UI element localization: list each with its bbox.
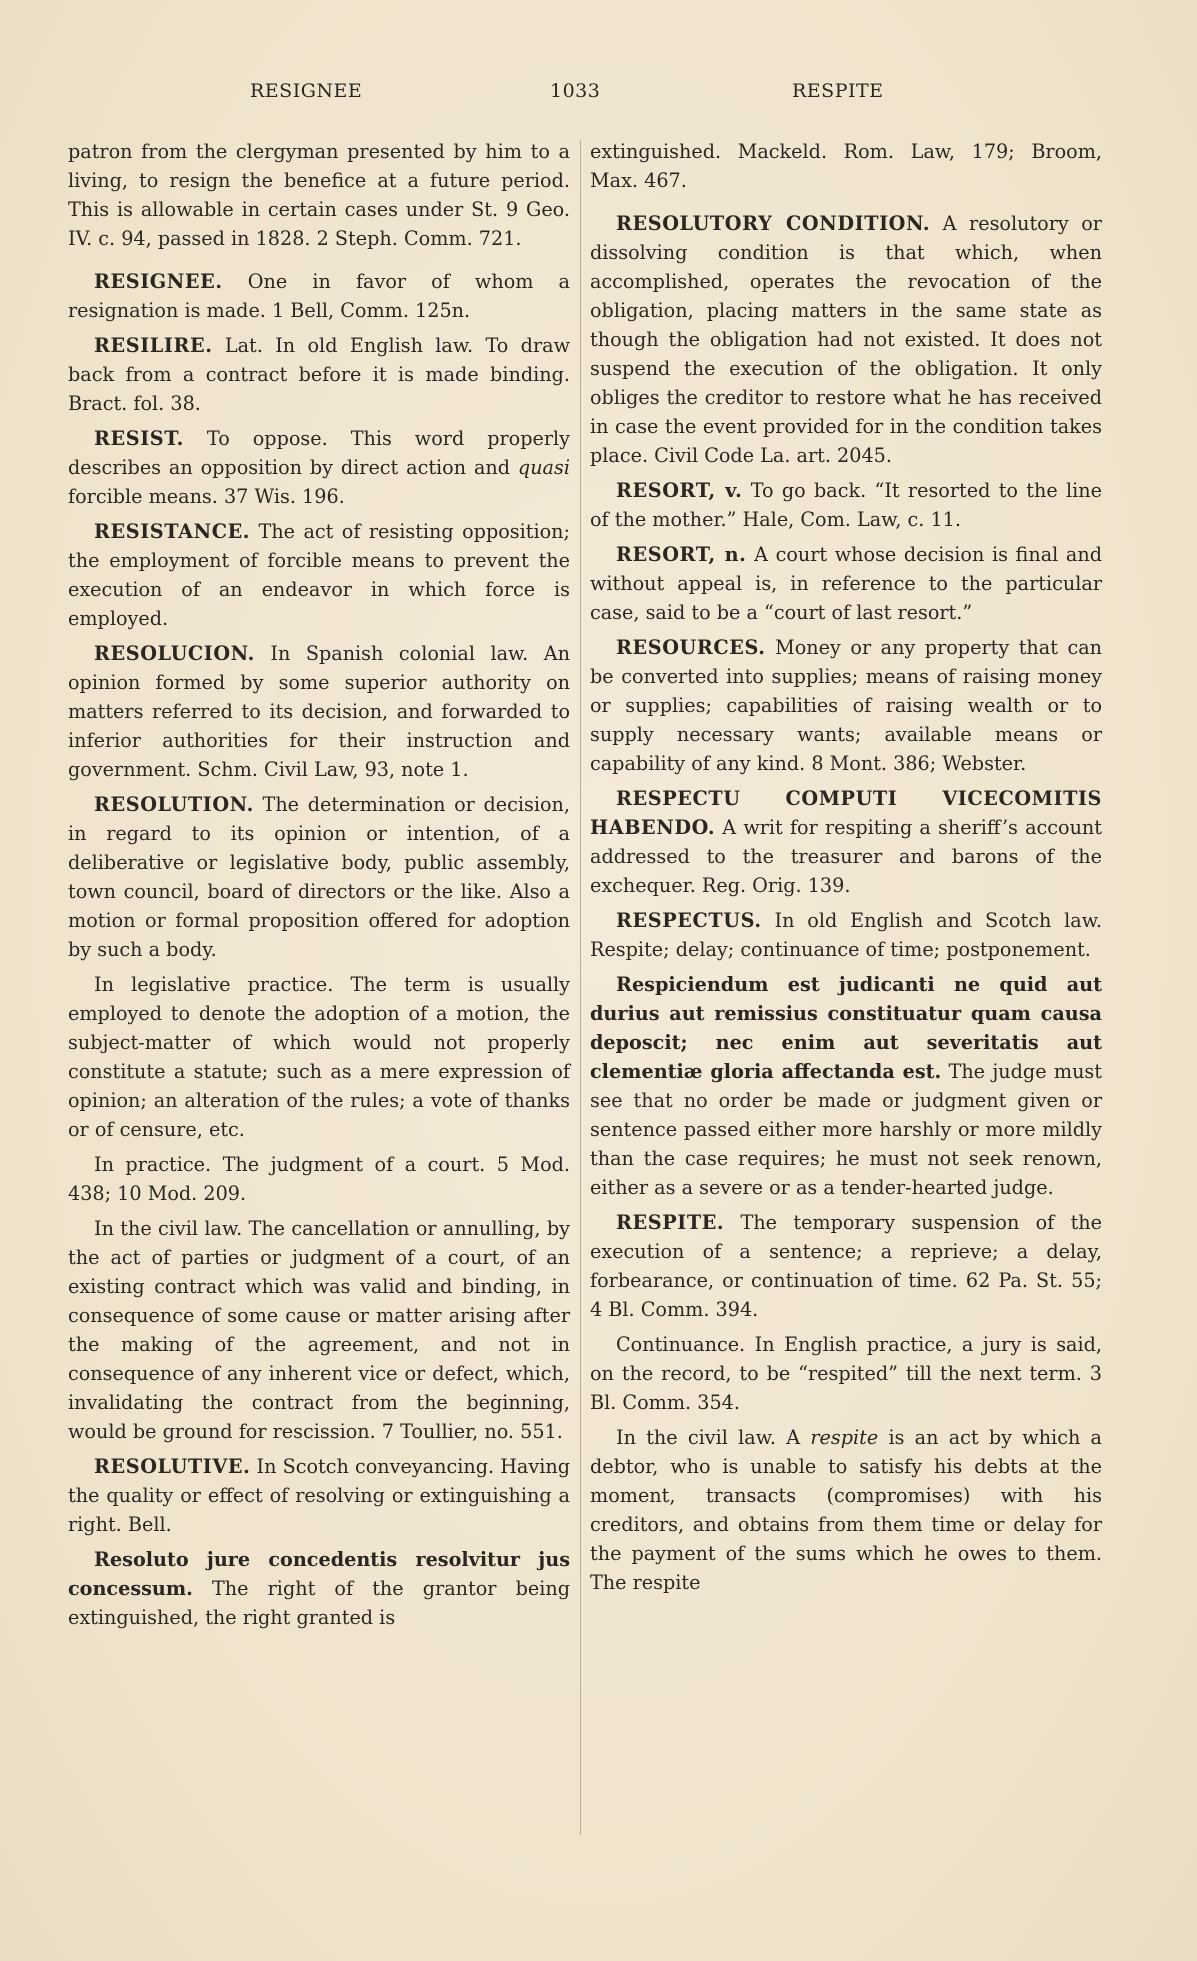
entry-text: Money or any property that can be converted into supplies; means of raising money or supplies; capabilities of raising wealth or to supply necessary wants; available means or capability of any kind. 8 Mont. 386; Webster. [590, 636, 1102, 775]
maxim-entry [68, 1545, 570, 1632]
entry-headword: RESORT, n. [616, 543, 747, 566]
entry-headword: RESIGNEE. [94, 270, 223, 293]
entry-text: The determination or decision, in regard to its opinion or intention, of a deliberative or legislative body, public assembly, town council, board of directors or the like. Also a motion or formal proposition offered for adoption by such a body. [68, 793, 570, 961]
dictionary-entry [590, 1208, 1102, 1324]
entry-headword: RESOURCES. [616, 636, 766, 659]
dictionary-entry [590, 633, 1102, 778]
dictionary-entry [590, 784, 1102, 900]
entry-headword: RESORT, v. [616, 479, 743, 502]
dictionary-entry [590, 906, 1102, 964]
entry-text: forcible means. 37 Wis. 196. [68, 485, 345, 508]
dictionary-entry [68, 517, 570, 633]
entry-text: To oppose. This word properly describes an opposition by direct action and [68, 427, 570, 479]
left-column [68, 137, 570, 1638]
dictionary-entry [590, 476, 1102, 534]
dictionary-entry [68, 267, 570, 325]
dictionary-entry [68, 331, 570, 418]
entry-text: A court whose decision is final and without appeal is, in reference to the particular case, said to be a “court of last resort.” [590, 543, 1102, 624]
dictionary-entry [68, 790, 570, 964]
dictionary-entry [590, 209, 1102, 470]
entry-paragraph [590, 1330, 1102, 1417]
entry-text: The right of the grantor being extinguished, the right granted is [68, 1577, 570, 1629]
entry-headword: RESPECTU COMPUTI VICECOMITIS HABENDO. [590, 787, 1102, 839]
right-column [590, 137, 1102, 1603]
entry-text: In legislative practice. The term is usually employed to denote the adoption of a motion, the subject-matter of which would not properly constitute a statute; such as a mere expression of opinion; an alteration of the rules; a vote of thanks or of censure, etc. [68, 973, 570, 1141]
entry-text: is an act by which a debtor, who is unable to satisfy his debts at the moment, transacts (compromises) with his creditors, and obtains from them time or delay for the payment of the sums which he owes to them. The respite [590, 1426, 1102, 1594]
entry-paragraph [68, 1214, 570, 1446]
latin-maxim: Respiciendum est judicanti ne quid aut durius aut remissius constituatur quam causa deposcit; nec enim aut severitatis aut clementiæ gloria affectanda est. [590, 973, 1102, 1083]
entry-text: Continuance. In English practice, a jury is said, on the record, to be “respited” till the next term. 3 Bl. Comm. 354. [590, 1333, 1102, 1414]
entry-paragraph [68, 1150, 570, 1208]
latin-maxim: Resoluto jure concedentis resolvitur jus concessum. [68, 1548, 570, 1600]
entry-paragraph [68, 970, 570, 1144]
entry-text: Lat. In old English law. To draw back from a contract before it is made binding. Bract. fol. 38. [68, 334, 570, 415]
entry-text: In old English and Scotch law. Respite; delay; continuance of time; postponement. [590, 909, 1102, 961]
entry-headword: RESIST. [94, 427, 184, 450]
dictionary-entry [68, 424, 570, 511]
entry-text: The judge must see that no order be made or judgment given or sentence passed either more harshly or more mildly than the case requires; he must not seek renown, either as a severe or as a tender-hearted judge. [590, 1060, 1102, 1199]
entry-headword: RESOLUTORY CONDITION. [616, 212, 931, 235]
entry-headword: RESPECTUS. [616, 909, 762, 932]
entry-text: One in favor of whom a resignation is made. 1 Bell, Comm. 125n. [68, 270, 570, 322]
header-right-guideword: RESPITE [792, 80, 884, 102]
entry-text: In Scotch conveyancing. Having the quality or effect of resolving or extinguishing a right. Bell. [68, 1455, 570, 1536]
entry-text: A resolutory or dissolving condition is that which, when accomplished, operates the revocation of the obligation, placing matters in the same state as though the obligation had not existed. It does not suspend the execution of the obligation. It only obliges the creditor to restore what he has received in case the event provided for in the condition takes place. Civil Code La. art. 2045. [590, 212, 1102, 467]
entry-headword: RESILIRE. [94, 334, 213, 357]
entry-text: In the civil law. A [616, 1426, 811, 1449]
entry-text: In Spanish colonial law. An opinion formed by some superior authority on matters referred to its decision, and forwarded to inferior authorities for their instruction and government. Schm. Civil Law, 93, note 1. [68, 642, 570, 781]
dictionary-entry [590, 540, 1102, 627]
continued-text [590, 137, 1102, 195]
entry-text: In the civil law. The cancellation or annulling, by the act of parties or judgment of a court, of an existing contract which was valid and binding, in consequence of some cause or matter arising after the making of the agreement, and not in consequence of any inherent vice or defect, which, invalidating the contract from the beginning, would be ground for rescission. 7 Toullier, no. 551. [68, 1217, 570, 1443]
entry-text: The act of resisting opposition; the employment of forcible means to prevent the execution of an endeavor in which force is employed. [68, 520, 570, 630]
entry-text: patron from the clergyman presented by him to a living, to resign the benefice at a future period. This is allowable in certain cases under St. 9 Geo. IV. c. 94, passed in 1828. 2 Steph. Comm. 721. [68, 140, 570, 250]
running-head [0, 80, 1197, 110]
dictionary-entry [68, 1452, 570, 1539]
entry-headword: RESOLUTION. [94, 793, 254, 816]
entry-paragraph [590, 1423, 1102, 1597]
italic-term: quasi [517, 456, 570, 479]
continued-text [68, 137, 570, 253]
entry-text: extinguished. Mackeld. Rom. Law, 179; Broom, Max. 467. [590, 140, 1102, 192]
entry-headword: RESOLUCION. [94, 642, 255, 665]
header-left-guideword: RESIGNEE [250, 80, 363, 102]
entry-text: To go back. “It resorted to the line of the mother.” Hale, Com. Law, c. 11. [590, 479, 1102, 531]
maxim-entry [590, 970, 1102, 1202]
entry-text: The temporary suspension of the execution of a sentence; a reprieve; a delay, forbearance, or continuation of time. 62 Pa. St. 55; 4 Bl. Comm. 394. [590, 1211, 1102, 1321]
entry-text: A writ for respiting a sheriff’s account addressed to the treasurer and barons of the exchequer. Reg. Orig. 139. [590, 816, 1102, 897]
italic-term: respite [810, 1426, 879, 1449]
page-number: 1033 [550, 80, 601, 102]
entry-headword: RESPITE. [616, 1211, 725, 1234]
entry-text: In practice. The judgment of a court. 5 Mod. 438; 10 Mod. 209. [68, 1153, 570, 1205]
entry-headword: RESOLUTIVE. [94, 1455, 251, 1478]
entry-headword: RESISTANCE. [94, 520, 251, 543]
column-divider [580, 140, 581, 1835]
dictionary-entry [68, 639, 570, 784]
